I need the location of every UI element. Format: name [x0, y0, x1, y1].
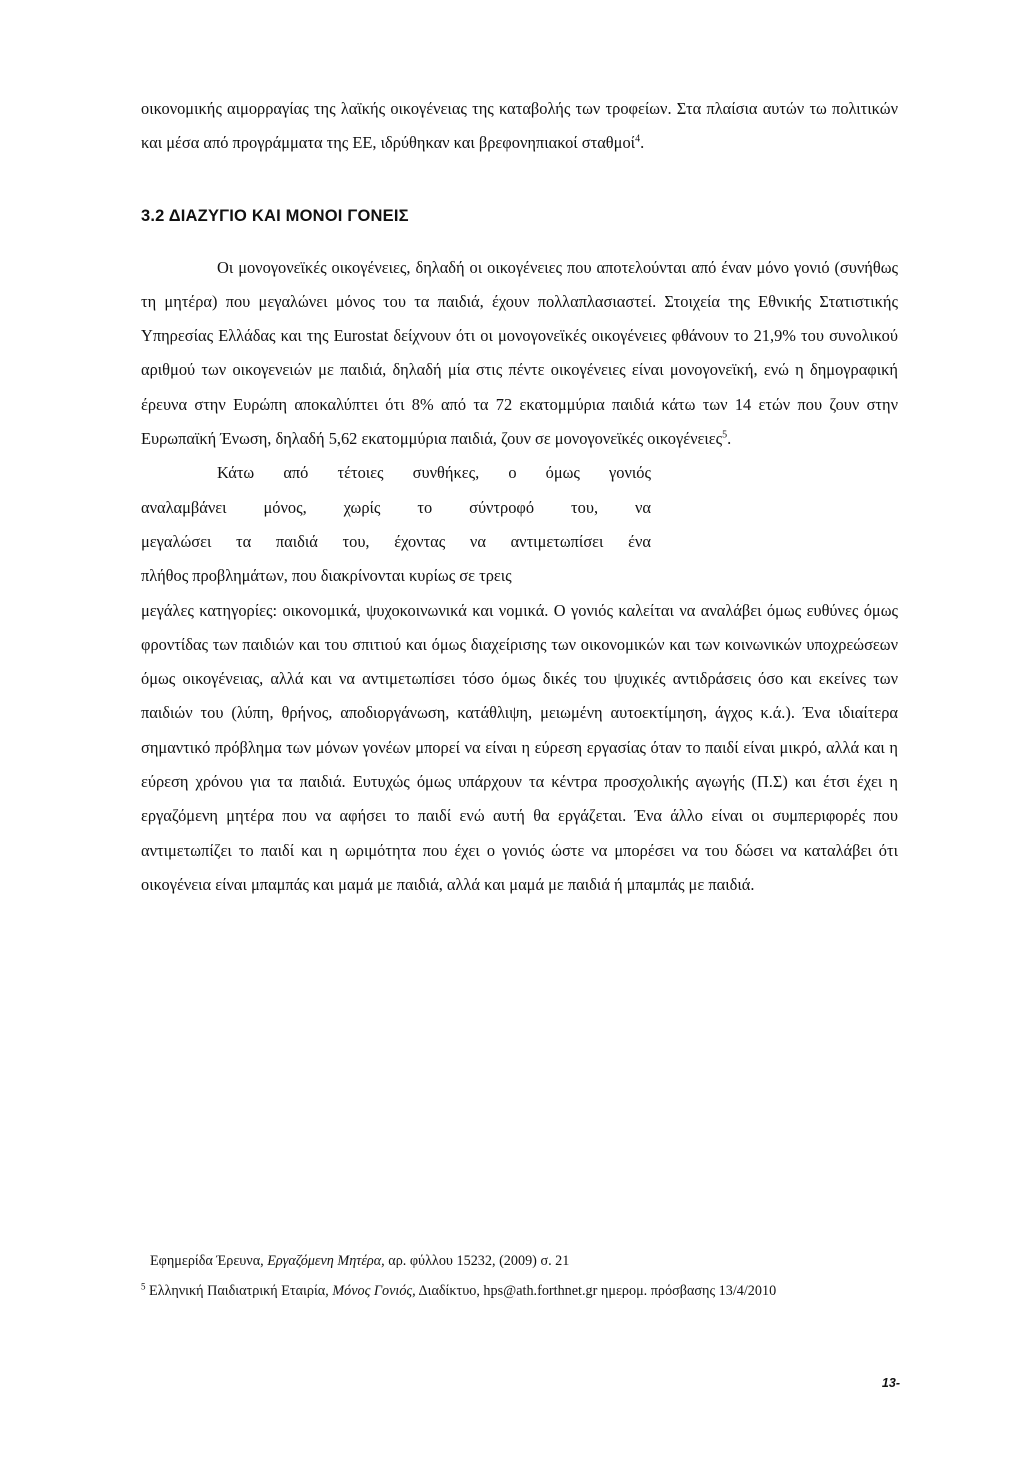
- paragraph-2: [141, 456, 898, 902]
- narrow-line-1: Κάτω από τέτοιες συνθήκες, ο όμως γονιός: [217, 463, 651, 483]
- footnote-5-rest: Διαδίκτυο, hps@ath.forthnet.gr ημερομ. πρόσβασης 13/4/2010: [415, 1283, 777, 1299]
- page-number: 13-: [881, 1376, 900, 1390]
- footnote-4-text: Εφημερίδα Έρευνα,: [150, 1253, 268, 1269]
- paragraph-1: [141, 251, 898, 457]
- paragraph-2-rest: μεγάλες κατηγορίες: οικονομικά, ψυχοκοινωνικά και νομικά. Ο γονιός καλείται να αναλάβει όμως ευθύνες όμως φροντίδας των παιδιών και του σπιτιού και όμως διαχείρισης των οικονομικών και των κοινωνικών υποχρεώσεων όμως οικογένειας, αλλά και να αντιμετωπίσει τόσο όμως δικές του ψυχικές αντιδράσεις όσο και εκείνες των παιδιών του (λύπη, θρήνος, αποδιοργάνωση, κατάθλιψη, μειωμένη αυτοεκτίμηση, άγχος κ.ά.). Ένα ιδιαίτερα σημαντικό πρόβλημα των μόνων γονέων μπορεί να είναι η εύρεση εργασίας όταν το παιδί είναι μικρό, αλλά και η εύρεση χρόνου για τα παιδιά. Ευτυχώς όμως υπάρχουν τα κέντρα προσχολικής αγωγής (Π.Σ) και έτσι έχει η εργαζόμενη μητέρα που να αφήσει το παιδί ενώ αυτή θα εργάζεται. Ένα άλλο είναι οι συμπεριφορές που αντιμετωπίζει το παιδί και η ωριμότητα που έχει ο γονιός ώστε να μπορέσει να του δώσει να καταλάβει ότι οικογένεια είναι μπαμπάς και μαμά με παιδιά, αλλά και μαμά με παιδιά ή μπαμπάς με παιδιά.: [141, 600, 898, 894]
- footnote-5: [141, 1276, 898, 1306]
- footnote-4-rest: αρ. φύλλου 15232, (2009) σ. 21: [384, 1253, 570, 1269]
- section-heading: 3.2 ΔΙΑΖΥΓΙΟ ΚΑΙ ΜΟΝΟΙ ΓΟΝΕΙΣ: [141, 206, 409, 225]
- footnote-4: [141, 1246, 898, 1276]
- paragraph-1-end: .: [727, 429, 732, 449]
- intro-end: .: [640, 133, 645, 153]
- paragraph-1-text: Οι μονογονεϊκές οικογένειες, δηλαδή οι οικογένειες που αποτελούνται από έναν μόνο γονιό (συνήθως τη μητέρα) που μεγαλώνει μόνος του τα παιδιά, έχουν πολλαπλασιαστεί. Στοιχεία της Εθνικής Στατιστικής Υπηρεσίας Ελλάδας και της Eurostat δείχνουν ότι οι μονογονεϊκές οικογένειες φθάνουν το 21,9% του συνολικού αριθμού των οικογενειών με παιδιά, δηλαδή μία στις πέντε οικογένειες είναι μονογονεϊκή, ενώ η δημογραφική έρευνα στην Ευρώπη αποκαλύπτει ότι 8% από τα 72 εκατομμύρια παιδιά κάτω των 14 ετών που ζουν στην Ευρωπαϊκή Ένωση, δηλαδή 5,62 εκατομμύρια παιδιά, ζουν σε μονογονεϊκές οικογένειες: [141, 257, 898, 449]
- footnote-ref-4[interactable]: 4: [635, 133, 641, 145]
- footnote-ref-5[interactable]: 5: [722, 429, 728, 441]
- intro-paragraph: [141, 92, 898, 161]
- footnote-5-text: Ελληνική Παιδιατρική Εταιρία,: [145, 1283, 333, 1299]
- narrow-line-2: αναλαμβάνει μόνος, χωρίς το σύντροφό του, να: [141, 497, 651, 517]
- footnotes: [141, 1246, 898, 1306]
- document-body: [141, 92, 898, 902]
- narrow-line-4: πλήθος προβλημάτων, που διακρίνονται κυρίως σε τρεις: [141, 566, 512, 586]
- intro-text: οικονομικής αιμορραγίας της λαϊκής οικογένειας της καταβολής των τροφείων. Στα πλαίσια αυτών τω πολιτικών και μέσα από προγράμματα της ΕΕ, ιδρύθηκαν και βρεφονηπιακοί σταθμοί: [141, 99, 898, 153]
- footnote-5-number: 5: [141, 1281, 146, 1292]
- footnote-5-title: Μόνος Γονιός,: [332, 1283, 416, 1299]
- footnote-4-title: Εργαζόμενη Μητέρα,: [267, 1253, 385, 1269]
- narrow-line-3: μεγαλώσει τα παιδιά του, έχοντας να αντιμετωπίσει ένα: [141, 531, 651, 551]
